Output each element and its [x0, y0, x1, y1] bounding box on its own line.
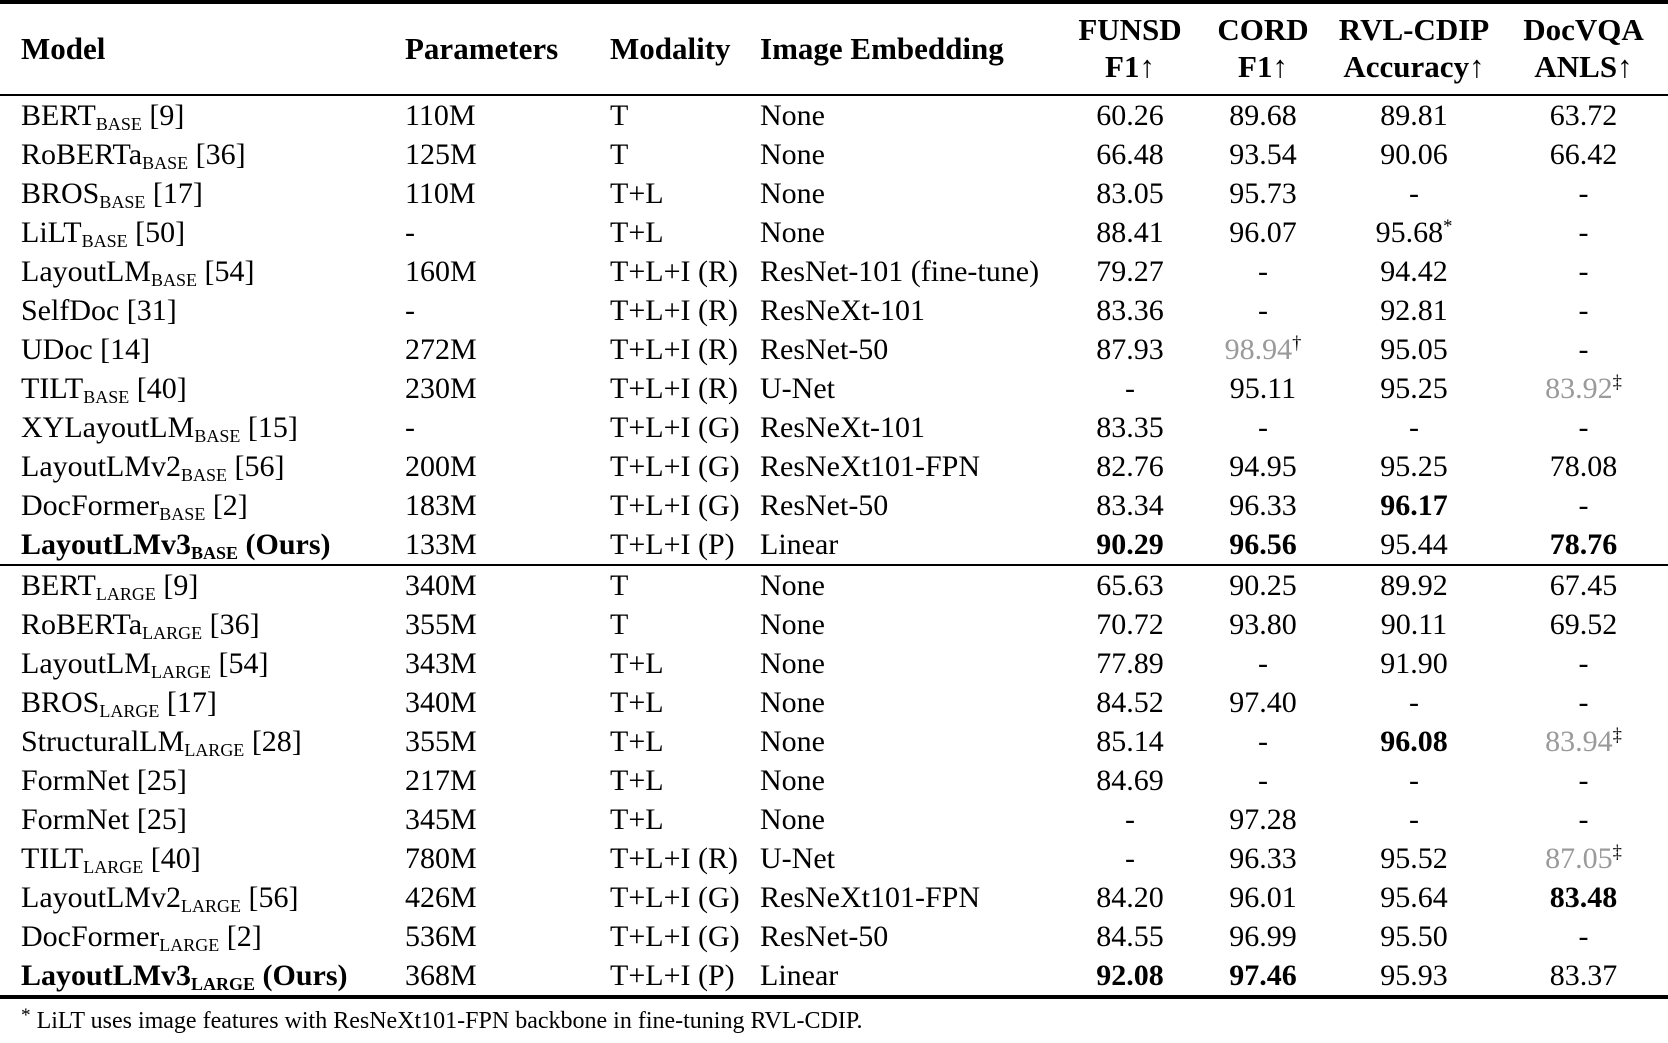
cord-cell: 97.46: [1197, 956, 1329, 997]
parameters-cell: 230M: [405, 372, 477, 405]
embedding-cell: None: [760, 686, 825, 719]
parameters-cell: 160M: [405, 255, 477, 288]
cord-cell: 98.94†: [1224, 332, 1302, 366]
table-row: [0, 135, 1668, 174]
cord-cell: -: [1258, 411, 1268, 444]
modality-cell: T+L: [610, 177, 664, 210]
funsd-cell: -: [1125, 372, 1135, 405]
table-row: [0, 525, 1668, 565]
embedding-cell: ResNeXt-101: [760, 294, 925, 327]
table-row: [0, 95, 1668, 135]
rvl-cdip-cell: 94.42: [1380, 255, 1448, 288]
embedding-cell: ResNet-50: [760, 920, 889, 953]
embedding-cell: ResNet-101 (fine-tune): [760, 255, 1040, 288]
embedding-cell: None: [760, 138, 825, 171]
modality-cell: T+L: [610, 647, 664, 680]
cord-cell: 96.33: [1229, 842, 1297, 875]
docvqa-cell: -: [1578, 647, 1589, 680]
table-row: [0, 878, 1668, 917]
col-header-line: DocVQA: [1523, 12, 1644, 47]
cord-cell: 96.56: [1197, 525, 1329, 565]
funsd-cell: 79.27: [1096, 255, 1164, 288]
col-header-line: CORD: [1217, 12, 1309, 47]
embedding-cell: None: [760, 216, 825, 249]
value-superscript-marker: *: [1443, 215, 1453, 237]
model-cell: $TILT_{BASE}$ [40]: [21, 372, 187, 408]
docvqa-cell: 78.76: [1499, 525, 1668, 565]
cord-cell: 89.68: [1229, 99, 1297, 132]
docvqa-cell: -: [1578, 489, 1589, 522]
modality-cell: T+L: [610, 725, 664, 758]
parameters-cell: 368M: [405, 956, 610, 997]
parameters-cell: 536M: [405, 920, 477, 953]
embedding-cell: None: [760, 569, 825, 602]
table-row: [0, 839, 1668, 878]
table-row: [0, 683, 1668, 722]
model-cell: DocFormer$_{LARGE}$ [2]: [21, 920, 262, 956]
embedding-cell: Linear: [760, 956, 1063, 997]
funsd-cell: 83.36: [1096, 294, 1164, 327]
col-header-line: Accuracy↑: [1343, 49, 1485, 84]
cord-cell: 96.01: [1229, 881, 1297, 914]
modality-cell: T+L+I (G): [610, 411, 740, 444]
parameters-cell: 217M: [405, 764, 477, 797]
rvl-cdip-cell: 90.11: [1380, 608, 1448, 641]
parameters-cell: -: [405, 216, 415, 249]
rvl-cdip-cell: -: [1409, 686, 1419, 719]
parameters-cell: 125M: [405, 138, 477, 171]
funsd-cell: 70.72: [1096, 608, 1164, 641]
modality-cell: T: [610, 99, 629, 132]
model-size-subscript: BASE: [194, 426, 241, 447]
funsd-cell: 88.41: [1096, 216, 1164, 249]
table-row: [0, 722, 1668, 761]
parameters-cell: 200M: [405, 450, 477, 483]
funsd-cell: 90.29: [1063, 525, 1197, 565]
docvqa-cell: -: [1578, 764, 1589, 797]
docvqa-cell: 87.05‡: [1545, 841, 1622, 875]
rvl-cdip-cell: 96.08: [1380, 725, 1448, 758]
col-header-parameters: Parameters: [405, 2, 610, 95]
modality-cell: T+L+I (R): [610, 333, 738, 366]
modality-cell: T: [610, 608, 629, 641]
embedding-cell: None: [760, 764, 825, 797]
table-row: [0, 565, 1668, 605]
model-cell: RoBERTa$_{BASE}$ [36]: [21, 138, 246, 174]
docvqa-cell: 83.94‡: [1545, 724, 1622, 758]
parameters-cell: 110M: [405, 99, 476, 132]
table-row: [0, 252, 1668, 291]
rvl-cdip-cell: 95.93: [1329, 956, 1499, 997]
parameters-cell: 345M: [405, 803, 477, 836]
funsd-cell: 92.08: [1063, 956, 1197, 997]
model-size-subscript: LARGE: [184, 740, 245, 761]
value-superscript-marker: ‡: [1612, 841, 1622, 863]
cord-cell: 96.33: [1229, 489, 1297, 522]
model-size-subscript: BASE: [142, 153, 189, 174]
table-row: [0, 917, 1668, 956]
model-cell: LayoutLM$_{BASE}$ [54]: [21, 255, 255, 291]
value-superscript-marker: ‡: [1612, 724, 1622, 746]
col-header-line: F1↑: [1238, 49, 1288, 84]
docvqa-cell: -: [1578, 255, 1589, 288]
model-cell: LiLT$_{BASE}$ [50]: [21, 216, 186, 252]
docvqa-cell: -: [1578, 294, 1589, 327]
modality-cell: T+L+I (G): [610, 881, 740, 914]
cord-cell: -: [1258, 764, 1268, 797]
embedding-cell: ResNeXt101-FPN: [760, 450, 981, 483]
model-cell: FormNet [25]: [21, 764, 187, 797]
modality-cell: T+L: [610, 216, 664, 249]
funsd-cell: 85.14: [1096, 725, 1164, 758]
model-size-subscript: LARGE: [180, 896, 241, 917]
cord-cell: 97.28: [1229, 803, 1297, 836]
table-row: [0, 408, 1668, 447]
embedding-cell: ResNeXt101-FPN: [760, 881, 981, 914]
parameters-cell: 183M: [405, 489, 477, 522]
modality-cell: T: [610, 569, 629, 602]
value-superscript-marker: ‡: [1612, 371, 1622, 393]
rvl-cdip-cell: 95.50: [1380, 920, 1448, 953]
col-header-model: Model: [0, 2, 405, 95]
model-size-subscript: BASE: [95, 114, 142, 135]
table-row: [0, 213, 1668, 252]
col-header-funsd: [1063, 2, 1197, 95]
cord-cell: 97.40: [1229, 686, 1297, 719]
col-header-rvl-cdip: [1329, 2, 1499, 95]
model-cell: DocFormer$_{BASE}$ [2]: [21, 489, 248, 525]
rvl-cdip-cell: 92.81: [1380, 294, 1448, 327]
docvqa-cell: -: [1578, 686, 1589, 719]
model-size-subscript: BASE: [150, 270, 197, 291]
parameters-cell: 133M: [405, 525, 610, 565]
docvqa-cell: 83.48: [1549, 881, 1618, 914]
funsd-cell: -: [1125, 803, 1135, 836]
docvqa-cell: -: [1578, 216, 1589, 249]
modality-cell: T+L: [610, 764, 664, 797]
cord-cell: -: [1258, 255, 1268, 288]
value-superscript-marker: †: [1292, 332, 1302, 354]
rvl-cdip-cell: 95.52: [1380, 842, 1448, 875]
rvl-cdip-cell: 95.25: [1380, 450, 1448, 483]
embedding-cell: None: [760, 99, 825, 132]
rvl-cdip-cell: 91.90: [1380, 647, 1448, 680]
docvqa-cell: 67.45: [1549, 569, 1618, 602]
cord-cell: -: [1258, 647, 1268, 680]
funsd-cell: 84.20: [1096, 881, 1164, 914]
parameters-cell: 355M: [405, 608, 477, 641]
base-models-section: [0, 95, 1668, 565]
table-row: [0, 369, 1668, 408]
modality-cell: T+L+I (G): [610, 920, 740, 953]
embedding-cell: ResNeXt-101: [760, 411, 925, 444]
embedding-cell: None: [760, 647, 825, 680]
parameters-cell: 426M: [405, 881, 477, 914]
docvqa-cell: 63.72: [1549, 99, 1618, 132]
cord-cell: 96.99: [1229, 920, 1297, 953]
modality-cell: T+L: [610, 803, 664, 836]
embedding-cell: None: [760, 725, 825, 758]
cord-cell: 95.73: [1229, 177, 1297, 210]
table-row: [0, 174, 1668, 213]
parameters-cell: 272M: [405, 333, 477, 366]
modality-cell: T+L+I (G): [610, 489, 740, 522]
parameters-cell: 780M: [405, 842, 477, 875]
rvl-cdip-cell: -: [1409, 177, 1419, 210]
modality-cell: T+L+I (P): [610, 525, 760, 565]
model-size-subscript: LARGE: [99, 701, 160, 722]
rvl-cdip-cell: 90.06: [1380, 138, 1448, 171]
large-models-section: [0, 565, 1668, 997]
table-row: [0, 644, 1668, 683]
modality-cell: T+L+I (R): [610, 842, 738, 875]
modality-cell: T+L: [610, 686, 664, 719]
model-cell: SelfDoc [31]: [21, 294, 177, 327]
docvqa-cell: -: [1578, 920, 1589, 953]
model-cell: StructuralLM$_{LARGE}$ [28]: [21, 725, 302, 761]
model-cell: UDoc [14]: [21, 333, 151, 366]
modality-cell: T+L+I (R): [610, 255, 738, 288]
docvqa-cell: 83.37: [1499, 956, 1668, 997]
docvqa-cell: -: [1578, 411, 1589, 444]
table-row: [0, 605, 1668, 644]
parameters-cell: 340M: [405, 686, 477, 719]
model-size-subscript: LARGE: [159, 935, 220, 956]
col-header-line: F1↑: [1105, 49, 1155, 84]
rvl-cdip-cell: 95.05: [1380, 333, 1448, 366]
cord-cell: -: [1258, 725, 1268, 758]
table-row: [0, 291, 1668, 330]
col-header-cord: [1197, 2, 1329, 95]
model-size-subscript: BASE: [83, 387, 130, 408]
table-row: [0, 956, 1668, 997]
modality-cell: T+L+I (P): [610, 956, 760, 997]
footnote-text: LiLT uses image features with ResNeXt101-FPN backbone in fine-tuning RVL-CDIP.: [36, 1008, 863, 1034]
embedding-cell: ResNet-50: [760, 489, 889, 522]
cord-cell: 93.54: [1229, 138, 1297, 171]
model-cell: $LayoutLMv3_{BASE}$ (Ours): [0, 525, 405, 565]
model-size-subscript: BASE: [180, 465, 227, 486]
funsd-cell: -: [1125, 842, 1135, 875]
col-header-line: ANLS↑: [1534, 49, 1633, 84]
model-size-subscript: LARGE: [142, 623, 203, 644]
footnote: [0, 999, 1668, 1036]
cord-cell: 94.95: [1229, 450, 1297, 483]
docvqa-cell: 78.08: [1549, 450, 1618, 483]
embedding-cell: U-Net: [760, 842, 835, 875]
funsd-cell: 83.35: [1096, 411, 1164, 444]
docvqa-cell: 66.42: [1549, 138, 1618, 171]
parameters-cell: 343M: [405, 647, 477, 680]
footnote-marker: *: [21, 1005, 31, 1027]
modality-cell: T+L+I (R): [610, 294, 738, 327]
embedding-cell: None: [760, 803, 825, 836]
funsd-cell: 66.48: [1096, 138, 1164, 171]
rvl-cdip-cell: -: [1409, 803, 1419, 836]
rvl-cdip-cell: -: [1409, 764, 1419, 797]
cord-cell: -: [1258, 294, 1268, 327]
modality-cell: T: [610, 138, 629, 171]
model-size-subscript: BASE: [159, 504, 206, 525]
model-cell: $LayoutLMv3_{LARGE}$ (Ours): [0, 956, 405, 997]
funsd-cell: 84.55: [1096, 920, 1164, 953]
table-row: [0, 800, 1668, 839]
cord-cell: 90.25: [1229, 569, 1297, 602]
docvqa-cell: 69.52: [1549, 608, 1618, 641]
model-cell: $BROS_{BASE}$ [17]: [21, 177, 203, 213]
cord-cell: 96.07: [1229, 216, 1297, 249]
docvqa-cell: 83.92‡: [1545, 371, 1622, 405]
parameters-cell: -: [405, 294, 415, 327]
docvqa-cell: -: [1578, 333, 1589, 366]
model-cell: LayoutLM$_{LARGE}$ [54]: [21, 647, 269, 683]
embedding-cell: Linear: [760, 525, 1063, 565]
rvl-cdip-cell: 95.44: [1329, 525, 1499, 565]
table-row: [0, 486, 1668, 525]
funsd-cell: 60.26: [1096, 99, 1164, 132]
funsd-cell: 82.76: [1096, 450, 1164, 483]
embedding-cell: None: [760, 608, 825, 641]
funsd-cell: 83.05: [1096, 177, 1164, 210]
cord-cell: 93.80: [1229, 608, 1297, 641]
rvl-cdip-cell: 95.25: [1380, 372, 1448, 405]
embedding-cell: None: [760, 177, 825, 210]
rvl-cdip-cell: 95.68*: [1375, 215, 1453, 249]
embedding-cell: ResNet-50: [760, 333, 889, 366]
table-header: [0, 2, 1668, 95]
table-row: [0, 447, 1668, 486]
model-cell: $LayoutLMv2_{BASE}$ [56]: [21, 450, 285, 486]
model-size-subscript: LARGE: [150, 662, 211, 683]
rvl-cdip-cell: 96.17: [1380, 489, 1448, 522]
cord-cell: 95.11: [1229, 372, 1297, 405]
rvl-cdip-cell: -: [1409, 411, 1419, 444]
docvqa-cell: -: [1578, 803, 1589, 836]
col-header-line: RVL-CDIP: [1338, 12, 1490, 47]
col-header-docvqa: [1499, 2, 1668, 95]
model-cell: XYLayoutLM$_{BASE}$ [15]: [21, 411, 298, 447]
modality-cell: T+L+I (G): [610, 450, 740, 483]
funsd-cell: 84.52: [1096, 686, 1164, 719]
funsd-cell: 77.89: [1096, 647, 1164, 680]
funsd-cell: 84.69: [1096, 764, 1164, 797]
docvqa-cell: -: [1578, 177, 1589, 210]
model-cell: $BERT_{LARGE}$ [9]: [21, 569, 199, 605]
parameters-cell: 355M: [405, 725, 477, 758]
table-row: [0, 761, 1668, 800]
parameters-cell: -: [405, 411, 415, 444]
model-size-subscript: BASE: [99, 192, 146, 213]
modality-cell: T+L+I (R): [610, 372, 738, 405]
col-header-image-embedding: Image Embedding: [760, 2, 1063, 95]
model-size-subscript: LARGE: [95, 584, 156, 605]
model-size-subscript: LARGE: [83, 857, 144, 878]
model-cell: RoBERTa$_{LARGE}$ [36]: [21, 608, 260, 644]
table-row: [0, 330, 1668, 369]
funsd-cell: 87.93: [1096, 333, 1164, 366]
funsd-cell: 65.63: [1096, 569, 1164, 602]
rvl-cdip-cell: 89.92: [1380, 569, 1448, 602]
embedding-cell: U-Net: [760, 372, 835, 405]
header-row: [0, 2, 1668, 95]
model-size-subscript: BASE: [191, 543, 239, 564]
model-cell: $LayoutLMv2_{LARGE}$ [56]: [21, 881, 299, 917]
model-size-subscript: LARGE: [191, 974, 256, 995]
model-cell: $BROS_{LARGE}$ [17]: [21, 686, 217, 722]
model-cell: $BERT_{BASE}$ [9]: [21, 99, 185, 135]
parameters-cell: 110M: [405, 177, 476, 210]
parameters-cell: 340M: [405, 569, 477, 602]
model-size-subscript: BASE: [81, 231, 128, 252]
model-cell: $TILT_{LARGE}$ [40]: [21, 842, 201, 878]
rvl-cdip-cell: 89.81: [1380, 99, 1448, 132]
model-cell: FormNet [25]: [21, 803, 187, 836]
funsd-cell: 83.34: [1096, 489, 1164, 522]
col-header-line: FUNSD: [1078, 12, 1182, 47]
rvl-cdip-cell: 95.64: [1380, 881, 1448, 914]
col-header-modality: Modality: [610, 2, 760, 95]
